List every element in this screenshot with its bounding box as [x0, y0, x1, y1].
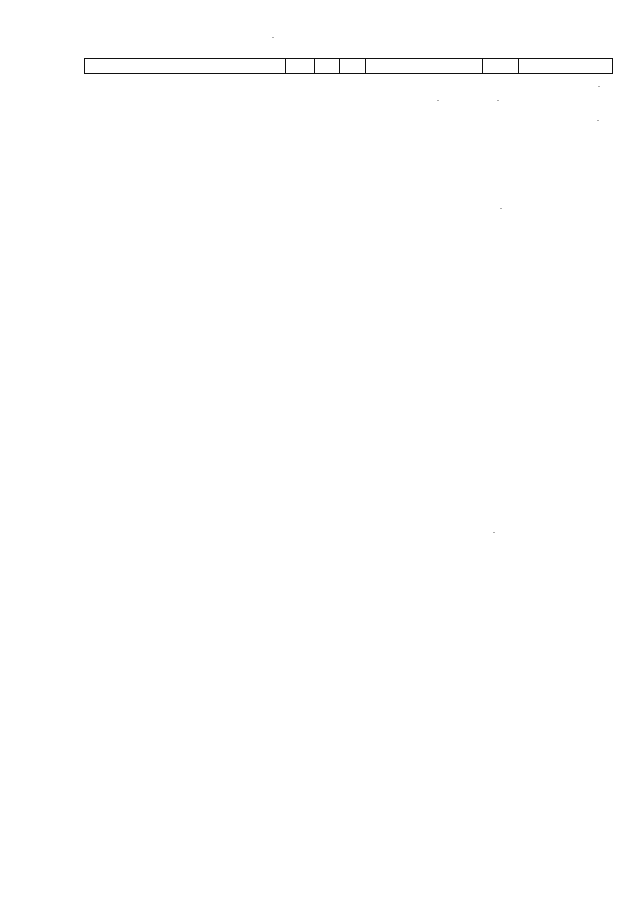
scan-speck — [500, 208, 502, 209]
header-col-5 — [366, 59, 483, 73]
scan-speck — [597, 120, 599, 121]
scan-speck — [272, 37, 274, 38]
header-col-4 — [340, 59, 366, 73]
header-col-1 — [85, 59, 286, 73]
header-col-3 — [315, 59, 340, 73]
scan-speck — [437, 100, 439, 101]
scan-speck — [598, 86, 600, 87]
header-col-2 — [286, 59, 315, 73]
scan-speck — [493, 532, 495, 533]
scan-speck — [497, 100, 499, 101]
table-header — [84, 58, 613, 74]
header-col-6 — [483, 59, 519, 73]
header-col-7 — [519, 59, 612, 73]
